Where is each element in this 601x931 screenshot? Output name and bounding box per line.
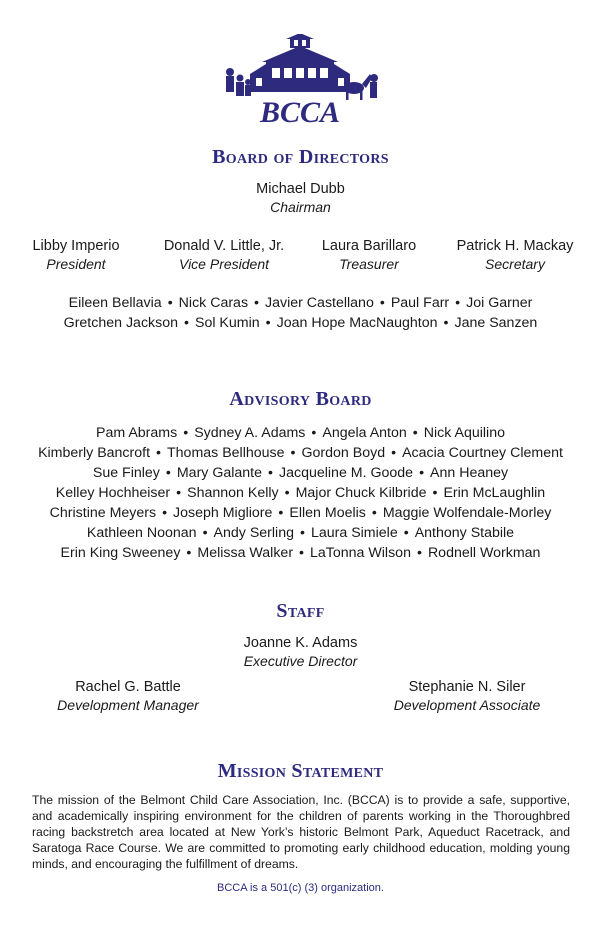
staff-title: Development Manager [57, 697, 199, 713]
advisor-name: Angela Anton [322, 425, 407, 441]
officer-title: President [46, 256, 106, 272]
advisory-row: Pam Abrams • Sydney A. Adams • Angela Anton • Nick Aquilino [96, 425, 505, 441]
advisor-name: Pam Abrams [96, 425, 178, 441]
officer [294, 237, 444, 273]
member-name: Gretchen Jackson [63, 315, 179, 331]
board-chair [0, 180, 601, 216]
advisor-name: Mary Galante [176, 465, 263, 481]
advisor-name: LaTonna Wilson [310, 545, 411, 561]
staff-name: Joanne K. Adams [243, 635, 358, 651]
mission-heading: Mission Statement [217, 760, 384, 782]
advisor-name: Erin King Sweeney [60, 545, 181, 561]
member-name: Jane Sanzen [454, 315, 538, 331]
member-name: Paul Farr [390, 295, 450, 311]
advisor-name: Melissa Walker [197, 545, 294, 561]
advisor-name: Gordon Boyd [301, 445, 386, 461]
officer-title: Treasurer [339, 256, 399, 272]
staff-director [0, 634, 601, 670]
advisor-name: Acacia Courtney Clement [402, 445, 563, 461]
staff-member [38, 678, 218, 714]
advisor-name: Erin McLaughlin [443, 485, 546, 501]
officer [440, 237, 590, 273]
footer-note: BCCA is a 501(c) (3) organization. [217, 882, 384, 894]
officer-title: Secretary [485, 256, 545, 272]
member-name: Joan Hope MacNaughton [276, 315, 438, 331]
board-members-row: Eileen Bellavia • Nick Caras • Javier Castellano • Paul Farr • Joi Garner [68, 295, 533, 311]
advisor-name: Sydney A. Adams [194, 425, 306, 441]
staff-member [377, 678, 557, 714]
bcca-logo [220, 34, 380, 126]
officer-name: Donald V. Little, Jr. [163, 238, 285, 254]
advisory-row: Kimberly Bancroft • Thomas Bellhouse • Gordon Boyd • Acacia Courtney Clement [38, 445, 563, 461]
advisory-row: Erin King Sweeney • Melissa Walker • LaTonna Wilson • Rodnell Workman [60, 545, 541, 561]
advisor-name: Sue Finley [92, 465, 160, 481]
advisor-name: Maggie Wolfendale-Morley [382, 505, 552, 521]
officer [1, 237, 151, 273]
member-name: Joi Garner [466, 295, 533, 311]
staff-name: Stephanie N. Siler [408, 679, 526, 695]
advisor-name: Shannon Kelly [187, 485, 279, 501]
advisor-name: Andy Serling [213, 525, 294, 541]
advisor-name: Kelley Hochheiser [55, 485, 171, 501]
advisor-name: Major Chuck Kilbride [295, 485, 427, 501]
chair-name: Michael Dubb [256, 181, 345, 197]
officer [149, 237, 299, 273]
officer-name: Patrick H. Mackay [456, 238, 574, 254]
officer-title: Vice President [178, 256, 269, 272]
advisor-name: Ellen Moelis [289, 505, 366, 521]
advisory-heading: Advisory Board [229, 388, 372, 410]
advisory-row: Christine Meyers • Joseph Migliore • Ellen Moelis • Maggie Wolfendale-Morley [49, 505, 552, 521]
officer-name: Libby Imperio [32, 238, 120, 254]
advisor-name: Rodnell Workman [427, 545, 541, 561]
staff-heading: Staff [276, 600, 325, 622]
advisor-name: Kathleen Noonan [86, 525, 197, 541]
staff-name: Rachel G. Battle [75, 679, 181, 695]
member-name: Javier Castellano [265, 295, 374, 311]
officer-name: Laura Barillaro [321, 238, 417, 254]
logo-wordmark: BCCA [259, 96, 341, 126]
staff-title: Development Associate [393, 697, 541, 713]
member-name: Sol Kumin [194, 315, 260, 331]
mission-text: The mission of the Belmont Child Care Association, Inc. (BCCA) is to provide a safe, supportive, and academically inspiring environment for the children of parents working in the Thoroughbred racing backstretch area located at New York’s historic Belmont Park, Aqueduct Racetrack, and Saratoga Race Course. We are committed to promoting early childhood education, molding young minds, and encouraging the fulfillment of dreams. [32, 793, 570, 871]
advisor-name: Joseph Migliore [173, 505, 273, 521]
advisor-name: Laura Simiele [310, 525, 398, 541]
advisory-row: Kathleen Noonan • Andy Serling • Laura Simiele • Anthony Stabile [86, 525, 515, 541]
advisor-name: Christine Meyers [49, 505, 157, 521]
member-name: Nick Caras [178, 295, 249, 311]
advisor-name: Kimberly Bancroft [38, 445, 151, 461]
chair-title: Chairman [270, 199, 331, 215]
advisor-name: Jacqueline M. Goode [279, 465, 414, 481]
advisor-name: Nick Aquilino [423, 425, 505, 441]
advisor-name: Thomas Bellhouse [167, 445, 285, 461]
board-members-row: Gretchen Jackson • Sol Kumin • Joan Hope MacNaughton • Jane Sanzen [63, 315, 538, 331]
advisory-row: Sue Finley • Mary Galante • Jacqueline M. Goode • Ann Heaney [92, 465, 509, 481]
staff-title: Executive Director [243, 653, 358, 669]
board-heading: Board of Directors [212, 146, 389, 168]
advisor-name: Anthony Stabile [414, 525, 515, 541]
advisor-name: Ann Heaney [430, 465, 509, 481]
member-name: Eileen Bellavia [68, 295, 162, 311]
advisory-row: Kelley Hochheiser • Shannon Kelly • Major Chuck Kilbride • Erin McLaughlin [55, 485, 546, 501]
